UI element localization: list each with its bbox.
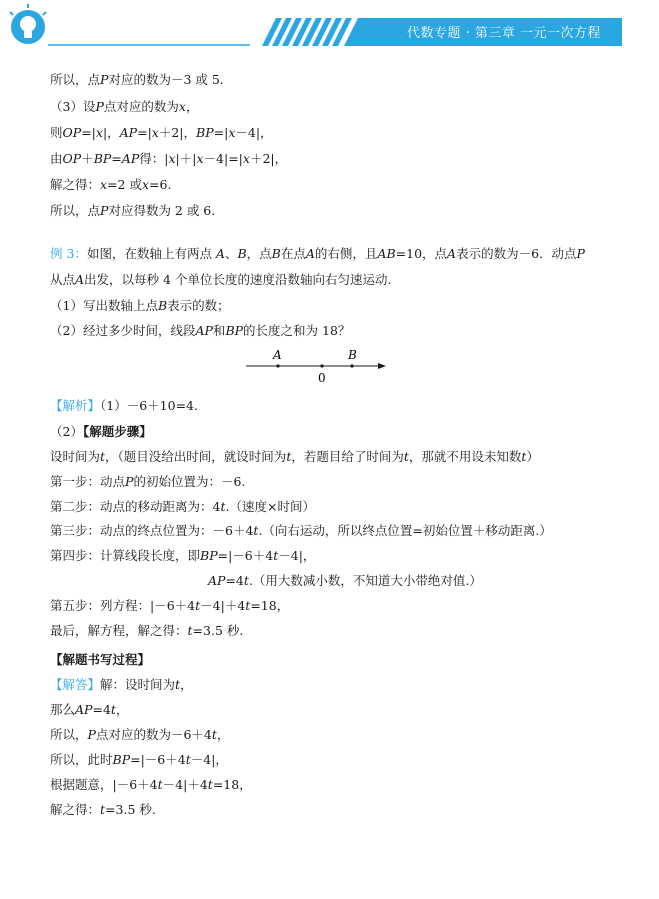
text-line: （2）【解题步骤】 <box>50 424 152 439</box>
text-line: （3）设P点对应的数为x， <box>50 99 199 114</box>
header-title: 代数专题 · 第三章 一元一次方程 <box>406 26 601 41</box>
text-line: 第五步：列方程：|－6＋4t－4|＋4t=18， <box>50 598 290 613</box>
page-header <box>0 0 659 56</box>
text-line: 根据题意，|－6＋4t－4|＋4t=18， <box>50 777 252 792</box>
text-line: 那么AP=4t， <box>50 702 129 717</box>
text-line: （2）经过多少时间，线段AP和BP的长度之和为 18？ <box>50 323 351 338</box>
text-line: 所以，P点对应的数为－6＋4t， <box>50 727 230 742</box>
example-line: 例 3：如图，在数轴上有两点 A、B，点B在点A的右侧，且AB=10，点A表示的数为－6．动点P <box>50 246 585 261</box>
text-line: AP=4t.（用大数减小数，不知道大小带绝对值.） <box>208 573 482 588</box>
text-line: 所以，点P对应得数为 2 或 6. <box>50 203 216 218</box>
text-line: 所以，点P对应的数为－3 或 5. <box>50 72 224 87</box>
analysis-line: 【解析】（1）－6＋10=4. <box>50 398 198 413</box>
text-line: （1）写出数轴上点B表示的数； <box>50 298 230 313</box>
answer-line: 【解答】解：设时间为t， <box>50 677 193 692</box>
section-heading: 【解题书写过程】 <box>50 652 151 667</box>
text-line: 解之得：x=2 或x=6. <box>50 177 172 192</box>
header-stripes <box>262 18 352 46</box>
text-line: 则OP=|x|，AP=|x＋2|，BP=|x－4|， <box>50 125 273 140</box>
text-line: 设时间为t，（题目没给出时间，就设时间为t，若题目给了时间为t，那就不用设未知数t） <box>50 449 539 464</box>
origin-label: 0 <box>318 371 326 385</box>
number-line-figure <box>240 344 400 386</box>
lightbulb-icon <box>10 4 46 44</box>
text-line: 第二步：动点的移动距离为：4t.（速度×时间） <box>50 499 315 514</box>
text-line: 解之得：t=3.5 秒. <box>50 802 156 817</box>
text-line: 第一步：动点P的初始位置为：－6. <box>50 474 246 489</box>
text-line: 所以，此时BP=|－6＋4t－4|， <box>50 752 228 767</box>
text-line: 最后，解方程，解之得：t=3.5 秒. <box>50 623 244 638</box>
point-a-label: A <box>273 348 282 362</box>
example-line: 从点A出发，以每秒 4 个单位长度的速度沿数轴向右匀速运动. <box>50 272 392 287</box>
text-line: 第四步：计算线段长度，即BP=|－6＋4t－4|， <box>50 548 316 563</box>
text-line: 第三步：动点的终点位置为：－6＋4t.（向右运动，所以终点位置=初始位置＋移动距离.） <box>50 523 552 538</box>
text-line: 由OP＋BP=AP得：|x|＋|x－4|=|x＋2|， <box>50 151 288 166</box>
point-b-label: B <box>348 348 357 362</box>
